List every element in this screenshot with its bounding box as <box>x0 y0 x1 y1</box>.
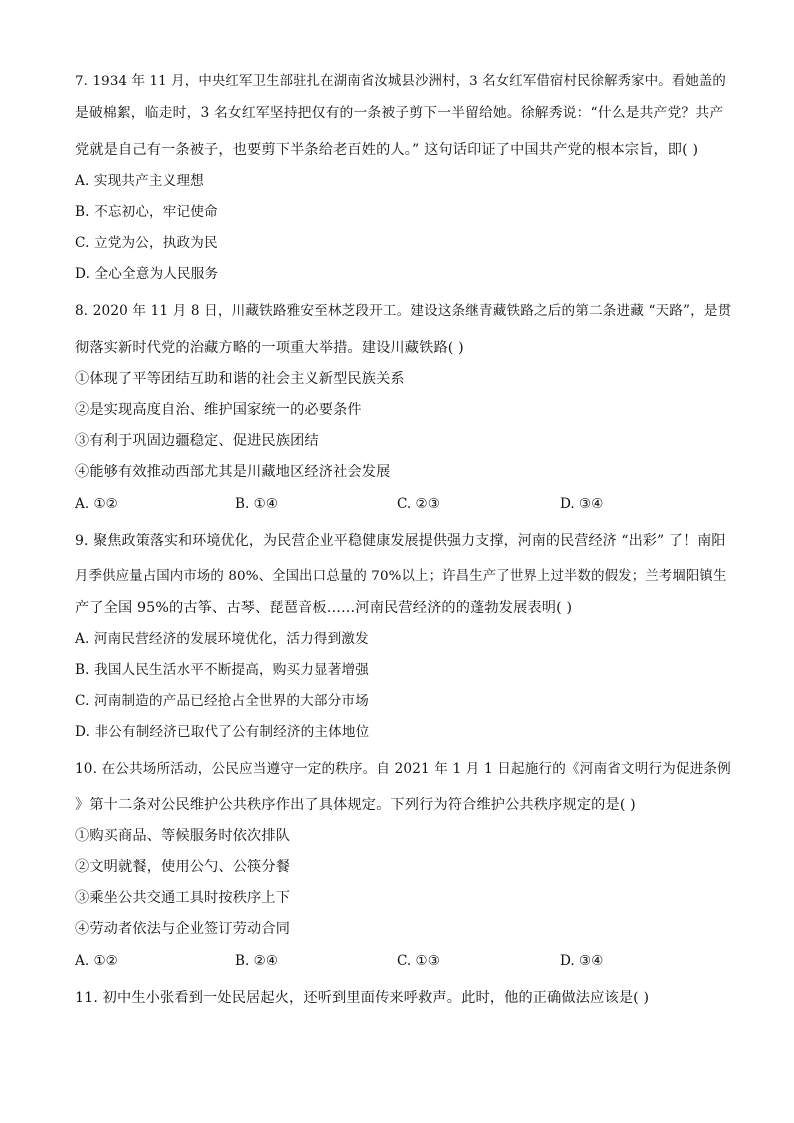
question-7-option-d: D. 全心全意为人民服务 <box>75 266 219 282</box>
question-7-stem-line-3: 党就是自己有一条被子，也要剪下半条给老百姓的人。” 这句话印证了中国共产党的根本宗旨，即( ) <box>75 142 699 158</box>
question-7-option-c: C. 立党为公，执政为民 <box>75 235 218 251</box>
question-8-choice-a: A. ①② <box>75 496 118 512</box>
question-8-choice-c: C. ②③ <box>397 496 440 512</box>
question-9-option-a: A. 河南民营经济的发展环境优化，活力得到激发 <box>75 631 369 647</box>
question-11-stem-line-1: 11. 初中生小张看到一处民居起火，还听到里面传来呼救声。此时，他的正确做法应该是( ) <box>75 990 650 1006</box>
question-10-choice-b: B. ②④ <box>235 953 279 969</box>
question-7-option-a: A. 实现共产主义理想 <box>75 173 204 189</box>
question-10-choices <box>75 952 725 970</box>
question-10-choice-c: C. ①③ <box>397 953 440 969</box>
question-9-option-c: C. 河南制造的产品已经抢占全世界的大部分市场 <box>75 693 369 709</box>
question-10-item-2: ②文明就餐，使用公勺、公筷分餐 <box>75 859 291 875</box>
question-7-stem-line-2: 是破棉絮，临走时，3 名女红军坚持把仅有的一条被子剪下一半留给她。徐解秀说：“什么是共产党？共产 <box>75 105 724 121</box>
question-8-choice-b: B. ①④ <box>235 496 279 512</box>
question-8-item-4: ④能够有效推动西部尤其是川藏地区经济社会发展 <box>75 464 391 480</box>
question-10-item-4: ④劳动者依法与企业签订劳动合同 <box>75 921 291 937</box>
question-8-choice-d: D. ③④ <box>560 496 604 512</box>
question-7-stem-line-1: 7. 1934 年 11 月，中央红军卫生部驻扎在湖南省汝城县沙洲村，3 名女红军借宿村民徐解秀家中。看她盖的 <box>75 74 726 89</box>
question-10-item-3: ③乘坐公共交通工具时按秩序上下 <box>75 890 291 906</box>
question-8-item-1: ①体现了平等团结互助和谐的社会主义新型民族关系 <box>75 371 405 387</box>
question-10-choice-d: D. ③④ <box>560 953 604 969</box>
question-9-option-d: D. 非公有制经济已取代了公有制经济的主体地位 <box>75 724 370 740</box>
question-9-stem-line-1: 9. 聚焦政策落实和环境优化，为民营企业平稳健康发展提供强力支撑，河南的民营经济 “出彩” 了！南阳 <box>75 533 726 549</box>
question-8-choices <box>75 495 725 513</box>
question-10-stem-line-1: 10. 在公共场所活动，公民应当遵守一定的秩序。自 2021 年 1 月 1 日起施行的《河南省文明行为促进条例 <box>75 761 731 777</box>
question-8-item-3: ③有利于巩固边疆稳定、促进民族团结 <box>75 433 319 449</box>
question-9-stem-line-3: 产了全国 95%的古筝、古琴、琵琶音板……河南民营经济的的蓬勃发展表明( ) <box>75 600 573 616</box>
question-9-stem-line-2: 月季供应量占国内市场的 80%、全国出口总量的 70%以上；许昌生产了世界上过半数的假发；兰考堌阳镇生 <box>75 569 727 584</box>
question-8-stem-line-1: 8. 2020 年 11 月 8 日，川藏铁路雅安至林芝段开工。建设这条继青藏铁路之后的第二条进藏 “天路”，是贯 <box>75 303 732 319</box>
question-10-item-1: ①购买商品、等候服务时依次排队 <box>75 828 291 844</box>
question-7-option-b: B. 不忘初心，牢记使命 <box>75 204 218 220</box>
question-8-item-2: ②是实现高度自治、维护国家统一的必要条件 <box>75 402 362 418</box>
question-9-option-b: B. 我国人民生活水平不断提高，购买力显著增强 <box>75 662 369 678</box>
question-8-stem-line-2: 彻落实新时代党的治藏方略的一项重大举措。建设川藏铁路( ) <box>75 340 464 356</box>
question-10-choice-a: A. ①② <box>75 953 118 969</box>
question-10-stem-line-2: 》第十二条对公民维护公共秩序作出了具体规定。下列行为符合维护公共秩序规定的是( ) <box>75 797 636 813</box>
